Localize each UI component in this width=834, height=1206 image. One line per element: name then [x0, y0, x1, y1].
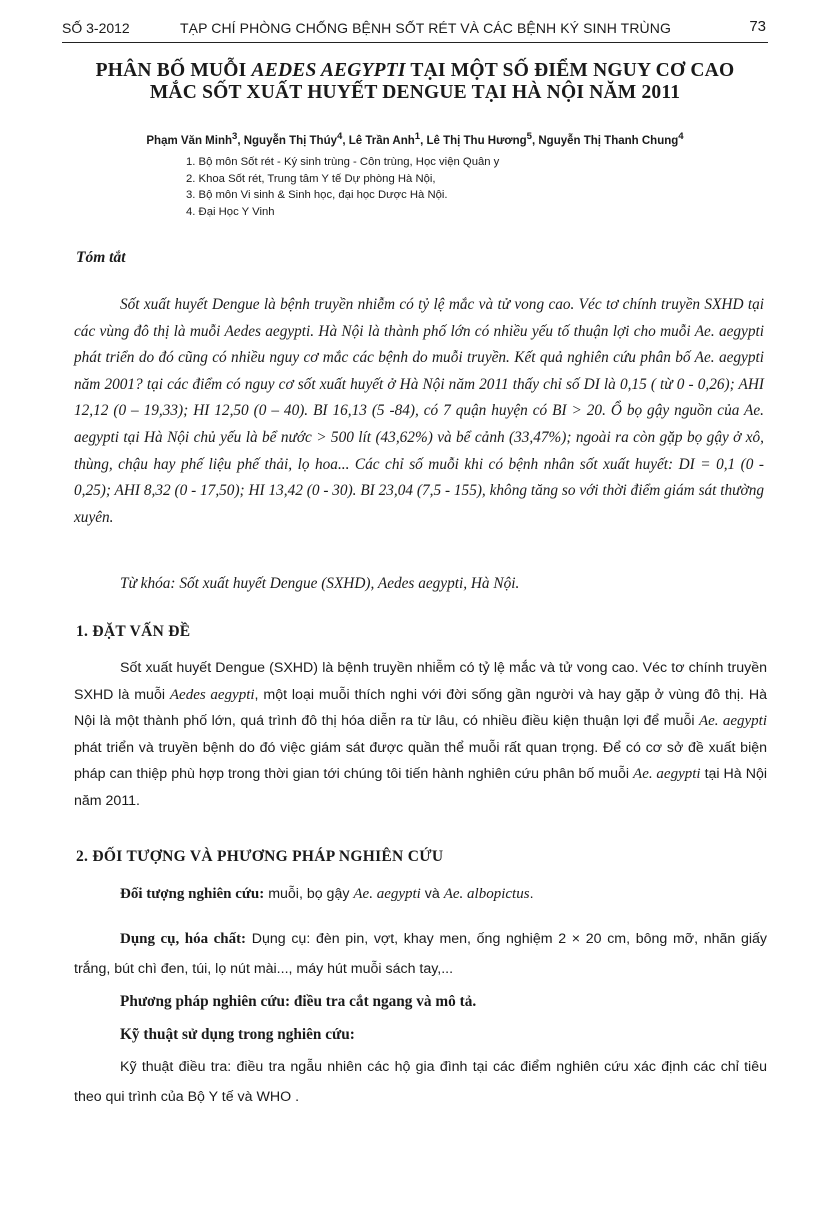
affiliation-list	[186, 154, 686, 220]
affiliation: 2. Khoa Sốt rét, Trung tâm Y tế Dự phòng Hà Nội,	[186, 172, 436, 185]
author-affil-mark: 4	[337, 131, 343, 142]
species-name: Ae. aegypti	[633, 766, 701, 782]
affiliation: 4. Đại Học Y Vinh	[186, 205, 275, 218]
species-name: Ae. albopictus	[443, 886, 530, 902]
article-title	[62, 60, 768, 104]
abstract-heading: Tóm tắt	[76, 249, 126, 266]
tools-text: Dụng cụ: đèn pin, vợt, khay men, ống nghiệm 2 × 20 cm, bông mỡ, nhãn giấy trắng, bút chì đen, túi, lọ nút mài..., máy hút muỗi sách tay,...	[74, 931, 767, 977]
title-line-1	[62, 60, 768, 82]
author-name: Lê Trần Anh	[348, 134, 415, 147]
issue-number: SỐ 3-2012	[62, 20, 130, 36]
subjects-text: muỗi, bọ gậy	[264, 886, 354, 902]
subjects-text: và	[420, 886, 444, 902]
title-text: TẠI MỘT SỐ ĐIỂM NGUY CƠ CAO	[405, 60, 735, 81]
abstract-text: Sốt xuất huyết Dengue là bệnh truyền nhiễm có tỷ lệ mắc và tử vong cao. Véc tơ chính truyền SXHD tại các vùng đô thị là muỗi Aedes aegypti. Hà Nội là thành phố lớn có nhiều yếu tố thuận lợi cho muỗi Ae. aegypti phát triển do đó cũng có nhiều nguy cơ mắc các bệnh do muỗi truyền. Kết quả nghiên cứu phân bố Ae. aegypti năm 2001? tại các điểm có nguy cơ sốt xuất huyết ở Hà Nội năm 2011 thấy chỉ số DI là 0,15 ( từ 0 - 0,26); AHI 12,12 (0 – 19,33); HI 12,50 (0 – 40). BI 16,13 (5 -84), có 7 quận huyện có BI > 20. Ổ bọ gậy nguồn của Ae. aegypti tại Hà Nội chủ yếu là bể nước > 500 lít (43,62%) và bể cảnh (33,47%); ngoài ra còn gặp bọ gậy ở xô, thùng, chậu hay phế liệu phế thải, lọ hoa... Các chỉ số muỗi khi có bệnh nhân sốt xuất huyết: DI = 0,1 (0 - 0,25); AHI 8,32 (0 - 17,50); HI 13,42 (0 - 30). BI 23,04 (7,5 - 155), không tăng so với thời điểm giám sát thường xuyên.	[74, 296, 764, 526]
section-heading: 1. ĐẶT VẤN ĐỀ	[76, 623, 191, 640]
method-line: Phương pháp nghiên cứu: điều tra cắt ngang và mô tả.	[120, 993, 477, 1010]
title-line-2: MẮC SỐT XUẤT HUYẾT DENGUE TẠI HÀ NỘI NĂM 2011	[149, 82, 681, 103]
species-name: Ae. aegypti	[353, 886, 421, 902]
journal-name: TẠP CHÍ PHÒNG CHỐNG BỆNH SỐT RÉT VÀ CÁC BỆNH KÝ SINH TRÙNG	[180, 20, 671, 36]
author-name: Phạm Văn Minh	[146, 134, 232, 147]
section-heading: 2. ĐỐI TƯỢNG VÀ PHƯƠNG PHÁP NGHIÊN CỨU	[76, 848, 444, 865]
paragraph-text: tại Hà Nội năm 2011.	[74, 766, 767, 809]
paragraph-text: phát triển và truyền bệnh do đó việc giám sát được quần thể muỗi rất quan trọng. Để có cơ sở đề xuất biện pháp can thiệp phù hợp trong thời gian tới chúng tôi tiến hành nghiên cứu phân bố muỗi	[74, 739, 767, 782]
author-name: Nguyễn Thị Thúy	[243, 134, 337, 147]
species-name: Aedes aegypti	[169, 686, 255, 703]
title-species: AEDES AEGYPTI	[251, 60, 406, 81]
keywords: Từ khóa: Sốt xuất huyết Dengue (SXHD), Aedes aegypti, Hà Nội.	[120, 575, 520, 592]
author-affil-mark: 3	[232, 131, 238, 142]
technique-line: Kỹ thuật sử dụng trong nghiên cứu:	[120, 1026, 355, 1043]
paragraph-text: , một loại muỗi thích nghi với đời sống gần người và hay gặp ở vùng đô thị. Hà Nội là một thành phố lớn, quá trình đô thị hóa diễn ra từ lâu, có nhiều điều kiện thuận lợi để muỗi	[74, 686, 768, 729]
subjects-line	[120, 886, 770, 903]
species-name: Ae. aegypti	[698, 713, 767, 729]
paragraph-text: Sốt xuất huyết Dengue (SXHD) là bệnh truyền nhiễm có tỷ lệ mắc và tử vong cao. Véc tơ chính truyền SXHD là muỗi	[74, 660, 767, 703]
tools-paragraph	[74, 924, 767, 984]
subjects-label: Đối tượng nghiên cứu:	[120, 886, 265, 902]
title-text: PHÂN BỐ MUỖI	[95, 60, 252, 81]
author-name: Lê Thị Thu Hương	[426, 134, 527, 147]
author-list: Phạm Văn Minh$^3$, Nguyễn Thị Thúy$^4$, Lê Trần Anh$^1$, Lê Thị Thu Hương$^5$, Nguyễn Thị Thanh Chung$^4$	[146, 131, 684, 147]
running-header	[62, 14, 768, 43]
author-affil-mark: 5	[526, 131, 532, 142]
subjects-text: .	[529, 886, 534, 902]
author-affil-mark: 1	[414, 131, 421, 142]
tools-label: Dụng cụ, hóa chất:	[120, 931, 247, 947]
affiliation: 1. Bộ môn Sốt rét - Ký sinh trùng - Côn trùng, Học viện Quân y	[186, 156, 500, 168]
page-number: 73	[749, 18, 766, 35]
author-name: Nguyễn Thị Thanh Chung	[538, 134, 679, 147]
survey-paragraph: Kỹ thuật điều tra: điều tra ngẫu nhiên các hộ gia đình tại các điểm nghiên cứu xác định các chỉ tiêu theo qui trình của Bộ Y tế và WHO .	[74, 1059, 767, 1105]
author-affil-mark: 4	[678, 131, 684, 142]
body-paragraph	[74, 655, 767, 814]
affiliation: 3. Bộ môn Vi sinh & Sinh học, đại học Dược Hà Nội.	[186, 189, 448, 201]
